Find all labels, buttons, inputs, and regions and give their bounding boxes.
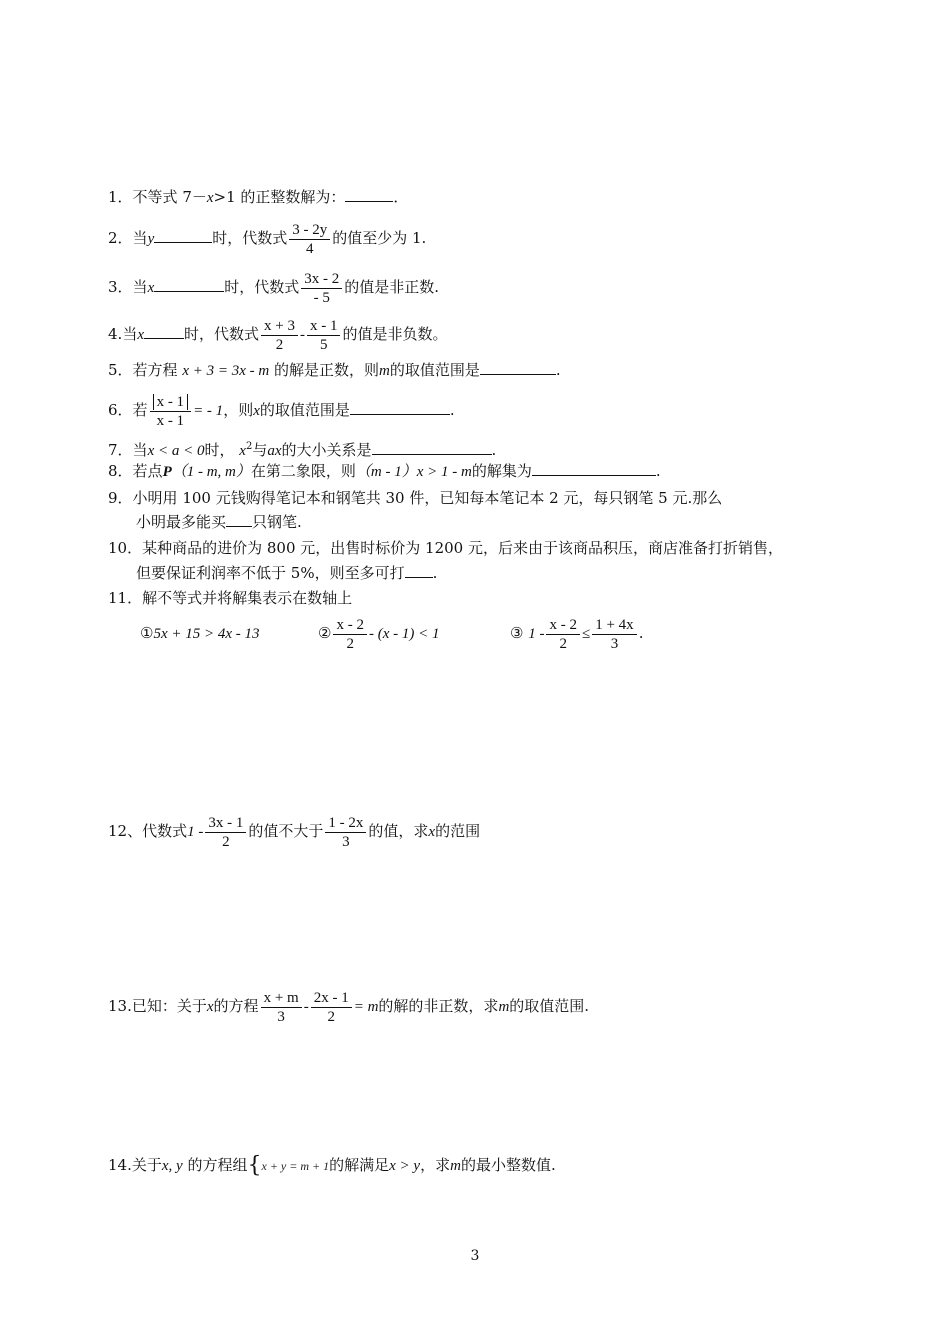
question-6 <box>108 390 455 431</box>
term: 1 - <box>187 824 204 840</box>
fraction <box>546 616 580 653</box>
numerator: x + 3 <box>261 317 298 336</box>
q7-text-a: 当 <box>132 441 148 459</box>
page-number: 3 <box>470 1248 480 1264</box>
denominator: - 5 <box>313 289 330 306</box>
ax-term: ax <box>267 443 282 459</box>
q5-text-b: 的解是正数，则 <box>274 361 380 379</box>
denominator: 2 <box>222 833 230 850</box>
q12-text-d: 的范围 <box>435 822 481 840</box>
fraction <box>261 989 302 1026</box>
denominator: 2 <box>275 336 284 353</box>
q2-text-a: 当 <box>132 229 148 247</box>
q11-part-3 <box>510 613 643 654</box>
question-2 <box>108 218 426 259</box>
q8-text-d: . <box>655 462 661 480</box>
q6-text-a: 若 <box>132 401 148 419</box>
denominator: x - 1 <box>156 412 185 429</box>
question-number: 7． <box>108 441 133 459</box>
question-number: 3． <box>108 278 133 296</box>
question-number: 5． <box>108 361 133 379</box>
q11-part-1 <box>140 613 260 654</box>
term: 1 - <box>528 626 545 642</box>
q13-var2: m <box>498 999 510 1015</box>
q9-line1: 小明用 100 元钱购得笔记本和钢笔共 30 件，已知每本笔记本 2 元，每只钢笔 5 元.那么 <box>132 489 723 507</box>
le-sign: ≤ <box>581 626 591 642</box>
q1-text-c: ． <box>393 188 409 206</box>
q2-var: y <box>147 231 155 247</box>
numerator: 3x - 2 <box>301 270 342 289</box>
question-10 <box>108 538 783 558</box>
q13-text-b: 的方程 <box>213 997 259 1015</box>
q14-text-b: 的方程组 <box>187 1156 248 1174</box>
question-number: 13. <box>108 997 132 1015</box>
q11-text: 解不等式并将解集表示在数轴上 <box>142 589 353 607</box>
q13-text-a: 已知：关于 <box>131 997 207 1015</box>
question-number: 1． <box>108 188 133 206</box>
numerator: 1 - 2x <box>325 814 366 833</box>
answer-blank[interactable] <box>144 324 184 339</box>
q14-text-e: 的最小整数值. <box>460 1156 556 1174</box>
q4-text-b: 时，代数式 <box>184 325 260 343</box>
q3-text-b: 时，代数式 <box>224 278 300 296</box>
q13-text-c: 的解的非正数，求 <box>378 997 499 1015</box>
q14-text-c: 的解满足 <box>329 1156 390 1174</box>
q12-var: x <box>428 824 436 840</box>
fraction <box>333 616 367 653</box>
q7-text-d: 的大小关系是 <box>281 441 372 459</box>
answer-blank[interactable] <box>154 228 212 243</box>
question-number: 6． <box>108 401 133 419</box>
question-number: 9． <box>108 489 133 507</box>
q11-p3-end: . <box>638 624 644 642</box>
numerator: x - 1 <box>307 317 341 336</box>
numerator: x + m <box>261 989 302 1008</box>
answer-blank[interactable] <box>372 440 492 455</box>
q5-text-d: . <box>555 361 561 379</box>
question-14 <box>108 1155 556 1176</box>
q10-line2-b: . <box>432 564 438 582</box>
q8-text-c: 的解集为 <box>471 462 532 480</box>
inequality-rest: - (x - 1) < 1 <box>368 626 440 642</box>
q6-var: x <box>253 403 260 419</box>
q3-text-c: 的值是非正数. <box>344 278 440 296</box>
question-7 <box>108 437 496 461</box>
answer-blank[interactable] <box>345 187 393 202</box>
q9-line2-a: 小明最多能买 <box>136 513 227 531</box>
q4-text-a: 当 <box>122 325 138 343</box>
equation: x + 3 = 3x - m <box>182 363 270 379</box>
numerator: 1 + 4x <box>592 616 636 635</box>
fraction <box>261 317 298 354</box>
denominator: 5 <box>319 336 328 353</box>
question-number: 12、 <box>108 822 143 840</box>
denominator: 4 <box>306 240 314 257</box>
q8-text-a: 若点 <box>132 462 163 480</box>
q12-text-b: 的值不大于 <box>248 822 324 840</box>
q13-text-d: 的取值范围. <box>509 997 590 1015</box>
answer-blank[interactable] <box>405 563 433 578</box>
q12-text-a: 代数式 <box>142 822 188 840</box>
equation-rhs: = - 1 <box>193 403 224 419</box>
fraction <box>301 270 342 307</box>
question-3 <box>108 267 439 308</box>
condition: x < a < 0 <box>147 443 205 459</box>
q10-line2-a: 但要保证利润率不低于 5%，则至多可打 <box>136 564 405 582</box>
part-label: ③ <box>510 624 524 642</box>
q2-text-b: 时，代数式 <box>212 229 288 247</box>
question-number: 8． <box>108 462 133 480</box>
q1-text-b: >1 的正整数解为： <box>213 188 346 206</box>
question-1 <box>108 187 408 208</box>
denominator: 3 <box>610 635 619 652</box>
q14-text-a: 关于 <box>131 1156 162 1174</box>
question-8 <box>108 461 661 482</box>
denominator: 3 <box>277 1008 285 1025</box>
fraction <box>592 616 636 653</box>
equation-system: x + y = m + 1 <box>261 1159 330 1173</box>
inequality-coef: （m - 1） <box>355 464 417 480</box>
left-brace: { <box>247 1153 262 1178</box>
fraction <box>307 317 341 354</box>
point-coords: （1 - m, m） <box>171 464 251 480</box>
question-number: 14. <box>108 1156 132 1174</box>
q7-text-c: 与 <box>252 441 268 459</box>
part-label: ① <box>140 624 154 642</box>
numerator: 3x - 1 <box>205 814 246 833</box>
denominator: 2 <box>346 635 354 652</box>
question-9 <box>108 488 722 508</box>
denominator: 2 <box>559 635 567 652</box>
answer-blank[interactable] <box>480 360 556 375</box>
question-number: 2． <box>108 229 133 247</box>
denominator: 2 <box>327 1008 335 1025</box>
answer-blank[interactable] <box>350 400 450 415</box>
point-label: P <box>162 464 172 480</box>
q6-text-c: 的取值范围是 <box>259 401 350 419</box>
q8-text-b: 在第二象限，则 <box>250 462 356 480</box>
numerator: 3 - 2y <box>289 221 330 240</box>
numerator <box>150 393 192 412</box>
q3-var: x <box>147 280 155 296</box>
q14-text-d: ，求 <box>420 1156 451 1174</box>
numerator: x - 2 <box>546 616 580 635</box>
question-10-line2 <box>136 563 437 583</box>
fraction <box>325 814 366 851</box>
part-label: ② <box>318 624 332 642</box>
x-squared-base: x <box>239 443 246 459</box>
q11-part-2 <box>318 613 439 654</box>
question-13 <box>108 986 589 1027</box>
q1-var: x <box>206 190 214 206</box>
fraction <box>311 989 352 1026</box>
q5-text-c: 的取值范围是 <box>389 361 480 379</box>
q3-text-a: 当 <box>132 278 148 296</box>
question-4 <box>108 314 448 355</box>
question-9-line2 <box>136 512 302 532</box>
q10-line1: 某种商品的进价为 800 元，出售时标价为 1200 元，后来由于该商品积压，商店准备打折销售， <box>142 539 783 557</box>
answer-blank[interactable] <box>532 461 656 476</box>
q13-var: x <box>206 999 214 1015</box>
question-number: 11． <box>108 589 143 607</box>
denominator: 3 <box>342 833 350 850</box>
numerator: x - 2 <box>333 616 367 635</box>
q14-var: m <box>450 1158 461 1174</box>
fraction <box>150 393 192 430</box>
fraction <box>289 221 330 258</box>
q2-text-c: 的值至少为 1. <box>332 229 427 247</box>
q7-text-e: . <box>491 441 497 459</box>
exponent: 2 <box>245 441 253 452</box>
q6-text-d: . <box>449 401 455 419</box>
inequality: x > 1 - m <box>416 464 472 480</box>
minus-sign: - <box>303 999 309 1015</box>
absolute-value: x - 1 <box>153 394 189 410</box>
condition: x > y <box>389 1158 421 1174</box>
q7-text-b: 时， <box>204 441 235 459</box>
question-12 <box>108 811 480 852</box>
answer-blank[interactable] <box>226 512 252 527</box>
question-number: 10． <box>108 539 143 557</box>
numerator: 2x - 1 <box>311 989 352 1008</box>
minus-sign: - <box>299 327 305 343</box>
q5-text-a: 若方程 <box>132 361 178 379</box>
q5-var: m <box>379 363 390 379</box>
question-11 <box>108 588 352 608</box>
answer-blank[interactable] <box>154 277 224 292</box>
question-number: 4. <box>108 325 123 343</box>
inequality: 5x + 15 > 4x - 13 <box>153 626 260 642</box>
q1-text-a: 不等式 7－ <box>132 188 207 206</box>
q9-line2-b: 只钢笔. <box>252 513 302 531</box>
q4-var: x <box>137 327 144 343</box>
equation-rhs: = m <box>353 999 379 1015</box>
question-5 <box>108 360 561 381</box>
fraction <box>205 814 246 851</box>
q12-text-c: 的值，求 <box>368 822 429 840</box>
q4-text-c: 的值是非负数。 <box>342 325 448 343</box>
q6-text-b: ，则 <box>223 401 254 419</box>
variables: x, y <box>161 1158 183 1174</box>
